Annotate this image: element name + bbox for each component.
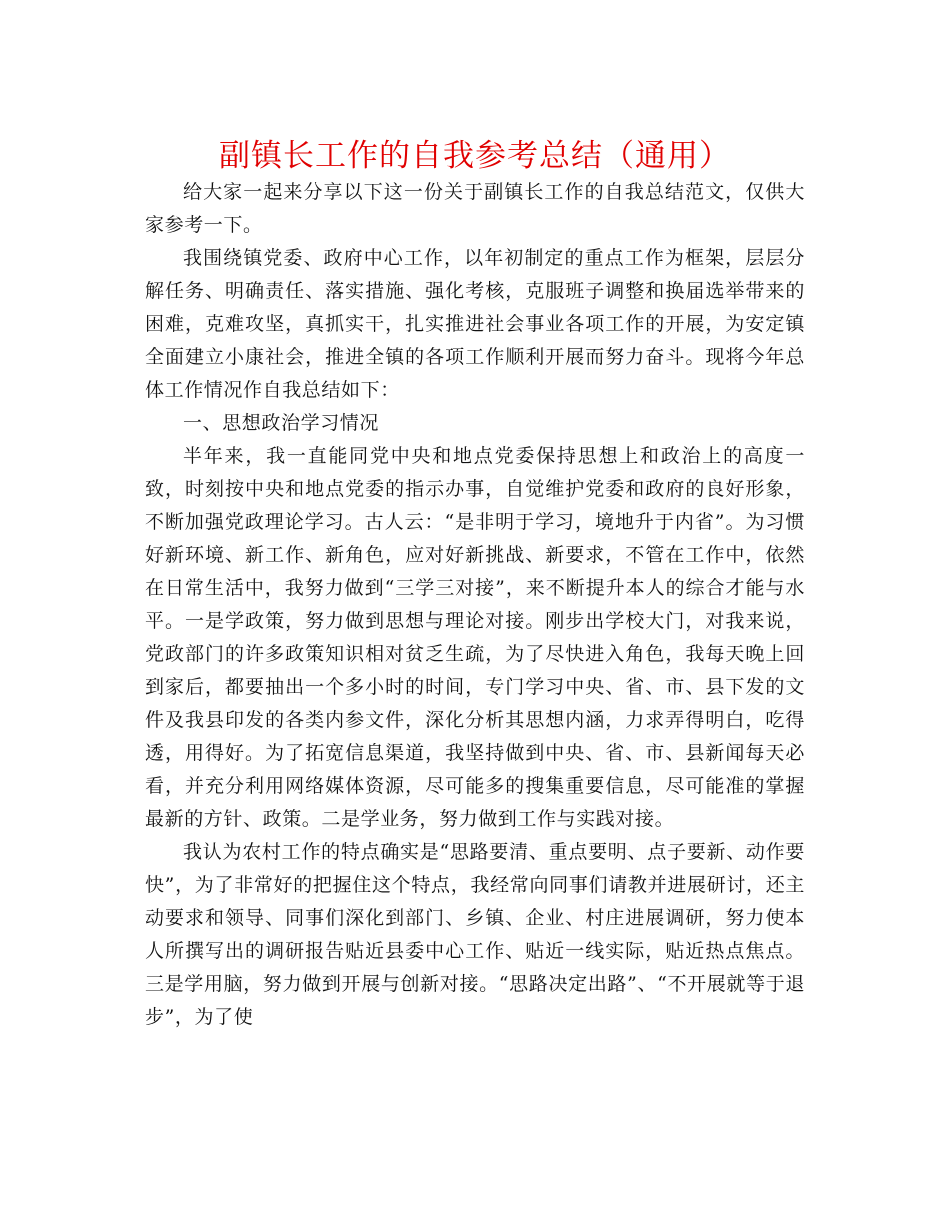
paragraph-study-details: 半年来，我一直能同党中央和地点党委保持思想上和政治上的高度一致，时刻按中央和地点党委的指示办事，自觉维护党委和政府的良好形象，不断加强党政理论学习。古人云：“是非明于学习，境地升于内省”。为习惯好新环境、新工作、新角色，应对好新挑战、新要求，不管在工作中，依然在日常生活中，我努力做到“三学三对接”，来不断提升本人的综合才能与水平。一是学政策，努力做到思想与理论对接。刚步出学校大门，对我来说，党政部门的许多政策知识相对贫乏生疏，为了尽快进入角色，我每天晚上回到家后，都要抽出一个多小时的时间，专门学习中央、省、市、县下发的文件及我县印发的各类内参文件，深化分析其思想内涵，力求弄得明白，吃得透，用得好。为了拓宽信息渠道，我坚持做到中央、省、市、县新闻每天必看，并充分利用网络媒体资源，尽可能多的搜集重要信息，尽可能准的掌握最新的方针、政策。二是学业务，努力做到工作与实践对接。 <box>145 445 805 830</box>
section-heading-political-study: 一、思想政治学习情况 <box>183 412 380 434</box>
paragraph-rural-work: 我认为农村工作的特点确实是“思路要清、重点要明、点子要新、动作要快”，为了非常好的把握住这个特点，我经常向同事们请教并进展研讨，还主动要求和领导、同事们深化到部门、乡镇、企业、村庄进展调研，努力使本人所撰写出的调研报告贴近县委中心工作、贴近一线实际，贴近热点焦点。三是学用脑，努力做到开展与创新对接。“思路决定出路”、“不开展就等于退步”，为了使 <box>145 841 805 1028</box>
paragraph-overview: 我围绕镇党委、政府中心工作，以年初制定的重点工作为框架，层层分解任务、明确责任、落实措施、强化考核，克服班子调整和换届选举带来的困难，克难攻坚，真抓实干，扎实推进社会事业各项工作的开展，为安定镇全面建立小康社会，推进全镇的各项工作顺利开展而努力奋斗。现将今年总体工作情况作自我总结如下： <box>145 247 805 401</box>
paragraph-intro: 给大家一起来分享以下这一份关于副镇长工作的自我总结范文，仅供大家参考一下。 <box>145 181 805 236</box>
document-title: 副镇长工作的自我参考总结（通用） <box>219 138 731 174</box>
document-body <box>145 176 805 1034</box>
